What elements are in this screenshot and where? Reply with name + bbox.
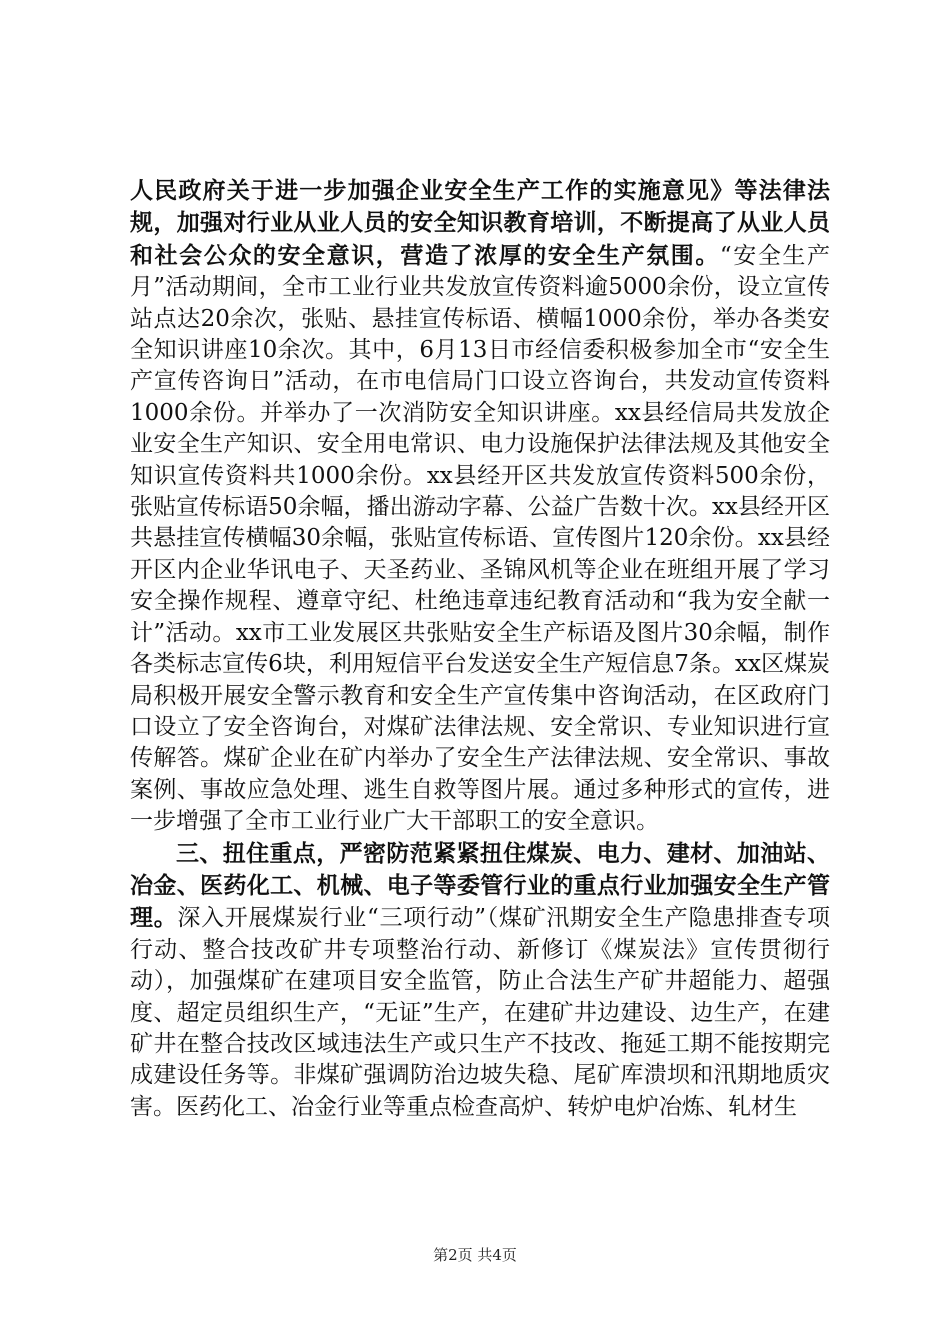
paragraph-1-bold-text: 人民政府关于进一步加强企业安全生产工作的实施意见》等法律法规，加强对行业从业人员的安全知识教育培训，不断提高了从业人员和社会公众的安全意识，营造了浓厚的安全生产氛围。 [130, 177, 830, 269]
page-footer: 第2页 共4页 [433, 1246, 517, 1264]
paragraph-1 [130, 175, 830, 838]
paragraph-2-text: 深入开展煤炭行业“三项行动”（煤矿汛期安全生产隐患排查专项行动、整合技改矿井专项整治行动、新修订《煤炭法》宣传贯彻行动），加强煤矿在建项目安全监管，防止合法生产矿井超能力、超强度、超定员组织生产，“无证”生产，在建矿井边建设、边生产，在建矿井在整合技改区域违法生产或只生产不技改、拖延工期不能按期完成建设任务等。非煤矿强调防治边坡失稳、尾矿库溃坝和汛期地质灾害。医药化工、冶金行业等重点检查高炉、转炉电炉冶炼、轧材生 [130, 905, 830, 1120]
document-body [130, 175, 830, 1123]
paragraph-2 [130, 838, 830, 1124]
paragraph-1-text: “安全生产月”活动期间，全市工业行业共发放宣传资料逾5000余份，设立宣传站点达20余次，张贴、悬挂宣传标语、横幅1000余份，举办各类安全知识讲座10余次。其中，6月13日市经信委积极参加全市“安全生产宣传咨询日”活动，在市电信局门口设立咨询台，共发动宣传资料1000余份。并举办了一次消防安全知识讲座。xx县经信局共发放企业安全生产知识、安全用电常识、电力设施保护法律法规及其他安全知识宣传资料共1000余份。xx县经开区共发放宣传资料500余份，张贴宣传标语50余幅，播出游动字幕、公益广告数十次。xx县经开区共悬挂宣传横幅30余幅，张贴宣传标语、宣传图片120余份。xx县经开区内企业华讯电子、天圣药业、圣锦风机等企业在班组开展了学习安全操作规程、遵章守纪、杜绝违章违纪教育活动和“我为安全献一计”活动。xx市工业发展区共张贴安全生产标语及图片30余幅，制作各类标志宣传6块，利用短信平台发送安全生产短信息7条。xx区煤炭局积极开展安全警示教育和安全生产宣传集中咨询活动，在区政府门口设立了安全咨询台，对煤矿法律法规、安全常识、专业知识进行宣传解答。煤矿企业在矿内举办了安全生产法律法规、安全常识、事故案例、事故应急处理、逃生自救等图片展。通过多种形式的宣传，进一步增强了全市工业行业广大干部职工的安全意识。 [130, 242, 830, 835]
paragraph-2-bold-heading: 三、扭住重点，严密防范紧紧扭住煤炭、电力、建材、加油站、冶金、医药化工、机械、电子等委管行业的重点行业加强安全生产管理。 [130, 839, 830, 932]
